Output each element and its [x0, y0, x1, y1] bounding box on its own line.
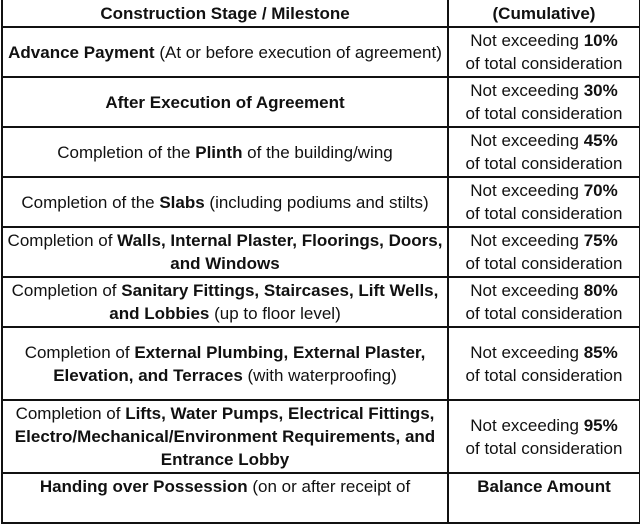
percent-cell	[448, 127, 640, 177]
percent-suffix: of total consideration	[465, 365, 623, 385]
percent-line	[453, 341, 635, 364]
percent-value: 30%	[583, 81, 618, 100]
stage-cell	[2, 227, 448, 277]
stage-cell	[2, 400, 448, 473]
stage-text: Completion of	[7, 231, 118, 250]
percent-value: 85%	[583, 342, 618, 362]
stage-bold-text: Handing over Possession	[39, 477, 248, 496]
stage-text: (on or after receipt of	[247, 477, 411, 496]
percent-value: 45%	[583, 131, 618, 150]
stage-text: (up to floor level)	[209, 304, 341, 323]
stage-cell	[2, 27, 448, 77]
percent-prefix: Not exceeding	[470, 415, 584, 435]
stage-text: Completion of the	[57, 142, 196, 162]
percent-line	[453, 414, 635, 437]
table-row	[2, 127, 640, 177]
percent-value: 95%	[583, 415, 618, 435]
percent-suffix: of total consideration	[465, 304, 623, 323]
possession-stage-cell	[2, 473, 448, 523]
table-row	[2, 277, 640, 327]
percent-value: 70%	[583, 181, 618, 200]
percent-prefix: Not exceeding	[470, 181, 584, 200]
stage-bold-text: Advance Payment	[8, 42, 155, 62]
percent-prefix: Not exceeding	[470, 131, 584, 150]
stage-bold-text: Slabs	[159, 192, 205, 212]
percent-line	[453, 279, 635, 302]
table-row	[2, 227, 640, 277]
table-row-possession	[2, 473, 640, 523]
percent-line	[453, 29, 635, 52]
percent-line	[453, 79, 635, 102]
percent-line	[453, 179, 635, 202]
percent-line	[453, 229, 635, 252]
percent-cell	[448, 400, 640, 473]
table-header-row	[2, 0, 640, 27]
percent-suffix: of total consideration	[465, 438, 623, 458]
stage-bold-text: After Execution of Agreement	[105, 92, 345, 112]
stage-bold-text: Sanitary Fittings, Staircases, Lift Wells, and Lobbies	[109, 281, 439, 323]
percent-suffix: of total consideration	[465, 54, 623, 73]
percent-suffix: of total consideration	[465, 104, 623, 123]
percent-value: 10%	[583, 31, 618, 50]
percent-prefix: Not exceeding	[470, 81, 584, 100]
stage-bold-text: Plinth	[195, 142, 243, 162]
payment-schedule-table	[1, 0, 640, 524]
percent-suffix: of total consideration	[465, 154, 623, 173]
percent-prefix: Not exceeding	[470, 281, 584, 300]
stage-cell	[2, 327, 448, 400]
percent-prefix: Not exceeding	[470, 31, 584, 50]
header-cumulative: (Cumulative)	[448, 0, 640, 27]
stage-cell	[2, 77, 448, 127]
percent-value: 75%	[583, 231, 618, 250]
balance-amount-cell: Balance Amount	[448, 473, 640, 523]
stage-cell	[2, 177, 448, 227]
table-row	[2, 77, 640, 127]
table-row	[2, 177, 640, 227]
stage-text: of the building/wing	[242, 142, 393, 162]
percent-cell	[448, 277, 640, 327]
stage-text: (At or before execution of agreement)	[154, 42, 442, 62]
header-stage-milestone: Construction Stage / Milestone	[2, 0, 448, 27]
table-row	[2, 400, 640, 473]
table-row	[2, 327, 640, 400]
stage-bold-text: Walls, Internal Plaster, Floorings, Doors, and Windows	[117, 231, 443, 273]
percent-cell	[448, 77, 640, 127]
percent-value: 80%	[583, 281, 618, 300]
percent-suffix: of total consideration	[465, 204, 623, 223]
stage-text: (including podiums and stilts)	[204, 192, 429, 212]
stage-text: Completion of	[15, 404, 126, 423]
percent-cell	[448, 177, 640, 227]
percent-cell	[448, 27, 640, 77]
stage-text: (with waterproofing)	[242, 365, 397, 385]
percent-prefix: Not exceeding	[470, 231, 584, 250]
table-body	[2, 27, 640, 523]
percent-cell	[448, 227, 640, 277]
stage-text: Completion of the	[21, 192, 160, 212]
percent-line	[453, 129, 635, 152]
stage-text: Completion of	[11, 281, 122, 300]
percent-cell	[448, 327, 640, 400]
percent-prefix: Not exceeding	[470, 342, 584, 362]
stage-bold-text: External Plumbing, External Plaster, Elevation, and Terraces	[53, 342, 426, 385]
stage-cell	[2, 127, 448, 177]
stage-bold-text: Lifts, Water Pumps, Electrical Fittings, Electro/Mechanical/Environment Requirements, and Entrance Lobby	[14, 404, 436, 469]
table-row	[2, 27, 640, 77]
stage-text: Completion of	[24, 342, 135, 362]
stage-cell	[2, 277, 448, 327]
percent-suffix: of total consideration	[465, 254, 623, 273]
